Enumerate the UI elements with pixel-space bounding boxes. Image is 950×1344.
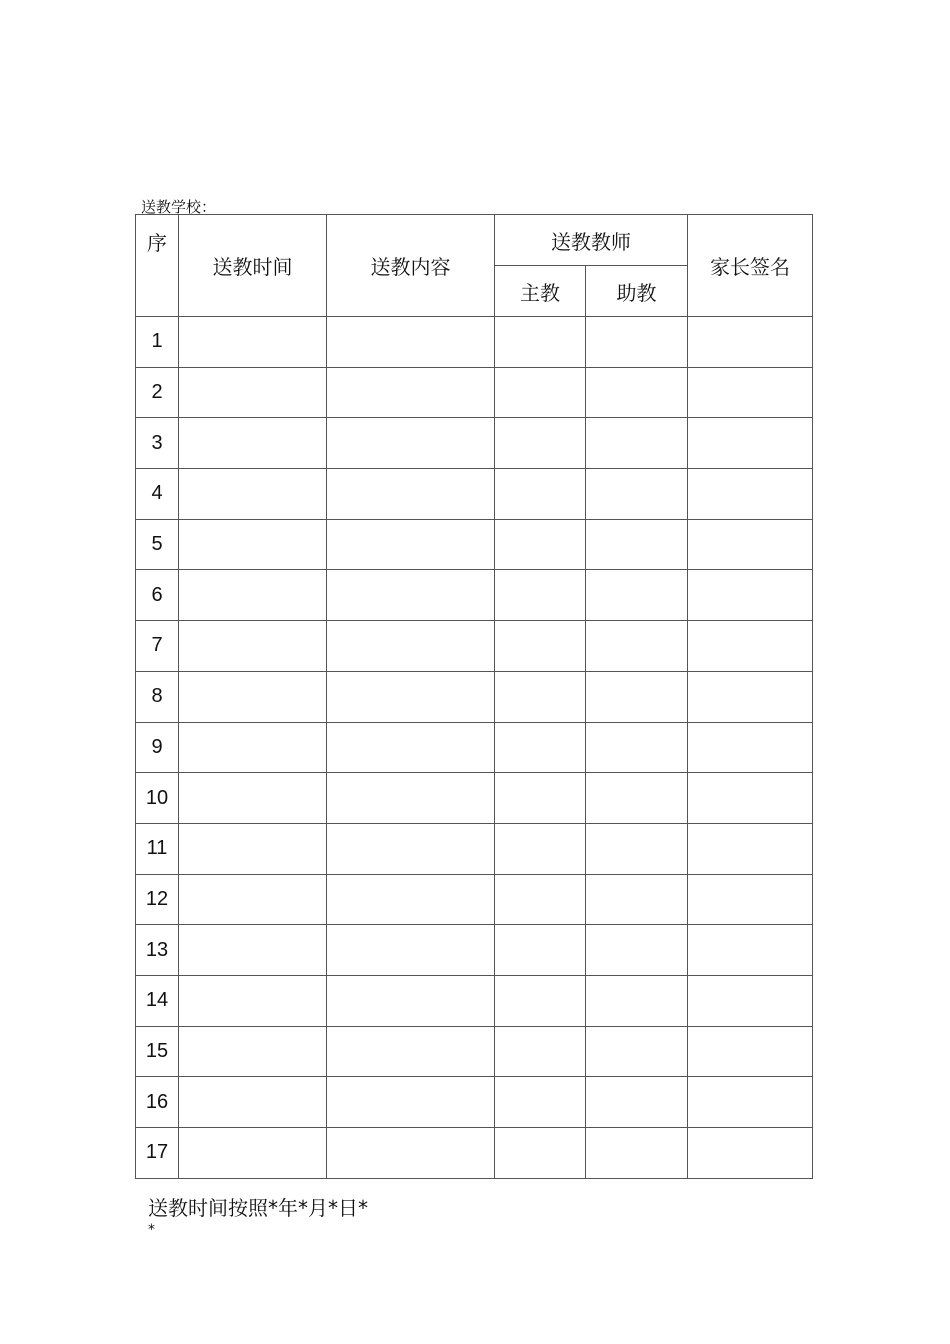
parent-signature-cell[interactable] (688, 975, 813, 1026)
main-teacher-cell[interactable] (495, 823, 586, 874)
main-teacher-cell[interactable] (495, 925, 586, 976)
table-row (136, 874, 813, 925)
parent-signature-cell[interactable] (688, 823, 813, 874)
time-cell[interactable] (179, 1077, 327, 1128)
header-main-teacher: 主教 (495, 266, 586, 317)
time-cell[interactable] (179, 874, 327, 925)
time-cell[interactable] (179, 570, 327, 621)
content-cell[interactable] (327, 722, 495, 773)
parent-signature-cell[interactable] (688, 570, 813, 621)
time-cell[interactable] (179, 418, 327, 469)
note-text-continued: * (148, 1222, 155, 1238)
row-number: 16 (136, 1077, 179, 1128)
row-number: 6 (136, 570, 179, 621)
main-teacher-cell[interactable] (495, 621, 586, 672)
main-teacher-cell[interactable] (495, 519, 586, 570)
assistant-teacher-cell[interactable] (586, 975, 688, 1026)
content-cell[interactable] (327, 925, 495, 976)
time-cell[interactable] (179, 1026, 327, 1077)
parent-signature-cell[interactable] (688, 469, 813, 520)
row-number: 2 (136, 367, 179, 418)
assistant-teacher-cell[interactable] (586, 469, 688, 520)
row-number: 8 (136, 671, 179, 722)
table-row (136, 1128, 813, 1179)
assistant-teacher-cell[interactable] (586, 874, 688, 925)
table-row (136, 1077, 813, 1128)
assistant-teacher-cell[interactable] (586, 1128, 688, 1179)
parent-signature-cell[interactable] (688, 671, 813, 722)
header-time: 送教时间 (179, 215, 327, 317)
header-content: 送教内容 (327, 215, 495, 317)
time-cell[interactable] (179, 925, 327, 976)
table-row (136, 519, 813, 570)
row-number: 3 (136, 418, 179, 469)
row-number: 9 (136, 722, 179, 773)
content-cell[interactable] (327, 975, 495, 1026)
main-teacher-cell[interactable] (495, 418, 586, 469)
content-cell[interactable] (327, 874, 495, 925)
header-parent-signature: 家长签名 (688, 215, 813, 317)
time-cell[interactable] (179, 722, 327, 773)
content-cell[interactable] (327, 823, 495, 874)
visit-record-table (135, 214, 813, 1179)
parent-signature-cell[interactable] (688, 925, 813, 976)
assistant-teacher-cell[interactable] (586, 1077, 688, 1128)
assistant-teacher-cell[interactable] (586, 722, 688, 773)
time-cell[interactable] (179, 519, 327, 570)
table-row (136, 823, 813, 874)
assistant-teacher-cell[interactable] (586, 519, 688, 570)
table-row (136, 773, 813, 824)
header-teachers: 送教教师 (495, 215, 688, 266)
table-row (136, 975, 813, 1026)
main-teacher-cell[interactable] (495, 1128, 586, 1179)
assistant-teacher-cell[interactable] (586, 418, 688, 469)
table-row (136, 418, 813, 469)
main-teacher-cell[interactable] (495, 1077, 586, 1128)
assistant-teacher-cell[interactable] (586, 1026, 688, 1077)
table-row (136, 570, 813, 621)
content-cell[interactable] (327, 418, 495, 469)
content-cell[interactable] (327, 367, 495, 418)
time-cell[interactable] (179, 671, 327, 722)
content-cell[interactable] (327, 469, 495, 520)
time-cell[interactable] (179, 621, 327, 672)
parent-signature-cell[interactable] (688, 418, 813, 469)
table-row (136, 1026, 813, 1077)
content-cell[interactable] (327, 773, 495, 824)
assistant-teacher-cell[interactable] (586, 317, 688, 368)
row-number: 5 (136, 519, 179, 570)
parent-signature-cell[interactable] (688, 722, 813, 773)
content-cell[interactable] (327, 1077, 495, 1128)
content-cell[interactable] (327, 1128, 495, 1179)
content-cell[interactable] (327, 671, 495, 722)
time-cell[interactable] (179, 469, 327, 520)
main-teacher-cell[interactable] (495, 975, 586, 1026)
assistant-teacher-cell[interactable] (586, 823, 688, 874)
row-number: 11 (136, 823, 179, 874)
row-number: 4 (136, 469, 179, 520)
content-cell[interactable] (327, 570, 495, 621)
table-row (136, 722, 813, 773)
main-teacher-cell[interactable] (495, 874, 586, 925)
table-row (136, 925, 813, 976)
row-number: 10 (136, 773, 179, 824)
time-cell[interactable] (179, 1128, 327, 1179)
table-row (136, 671, 813, 722)
row-number: 14 (136, 975, 179, 1026)
row-number: 17 (136, 1128, 179, 1179)
parent-signature-cell[interactable] (688, 519, 813, 570)
parent-signature-cell[interactable] (688, 1026, 813, 1077)
assistant-teacher-cell[interactable] (586, 773, 688, 824)
row-number: 1 (136, 317, 179, 368)
main-teacher-cell[interactable] (495, 1026, 586, 1077)
parent-signature-cell[interactable] (688, 367, 813, 418)
note-text: 送教时间按照*年*月*日* (148, 1196, 368, 1220)
assistant-teacher-cell[interactable] (586, 367, 688, 418)
main-teacher-cell[interactable] (495, 469, 586, 520)
parent-signature-cell[interactable] (688, 1077, 813, 1128)
main-teacher-cell[interactable] (495, 367, 586, 418)
parent-signature-cell[interactable] (688, 773, 813, 824)
content-cell[interactable] (327, 621, 495, 672)
time-cell[interactable] (179, 773, 327, 824)
content-cell[interactable] (327, 519, 495, 570)
main-teacher-cell[interactable] (495, 570, 586, 621)
table-row (136, 317, 813, 368)
row-number: 12 (136, 874, 179, 925)
school-label: 送教学校： (141, 198, 217, 216)
parent-signature-cell[interactable] (688, 1128, 813, 1179)
table-row (136, 621, 813, 672)
main-teacher-cell[interactable] (495, 671, 586, 722)
assistant-teacher-cell[interactable] (586, 570, 688, 621)
row-number: 13 (136, 925, 179, 976)
table-row (136, 367, 813, 418)
assistant-teacher-cell[interactable] (586, 671, 688, 722)
main-teacher-cell[interactable] (495, 722, 586, 773)
main-teacher-cell[interactable] (495, 317, 586, 368)
row-number: 7 (136, 621, 179, 672)
parent-signature-cell[interactable] (688, 874, 813, 925)
content-cell[interactable] (327, 317, 495, 368)
time-cell[interactable] (179, 975, 327, 1026)
header-seq: 序 (136, 215, 179, 317)
time-cell[interactable] (179, 317, 327, 368)
time-cell[interactable] (179, 823, 327, 874)
main-teacher-cell[interactable] (495, 773, 586, 824)
parent-signature-cell[interactable] (688, 317, 813, 368)
table-row (136, 469, 813, 520)
assistant-teacher-cell[interactable] (586, 925, 688, 976)
row-number: 15 (136, 1026, 179, 1077)
assistant-teacher-cell[interactable] (586, 621, 688, 672)
parent-signature-cell[interactable] (688, 621, 813, 672)
time-cell[interactable] (179, 367, 327, 418)
header-assistant-teacher: 助教 (586, 266, 688, 317)
content-cell[interactable] (327, 1026, 495, 1077)
